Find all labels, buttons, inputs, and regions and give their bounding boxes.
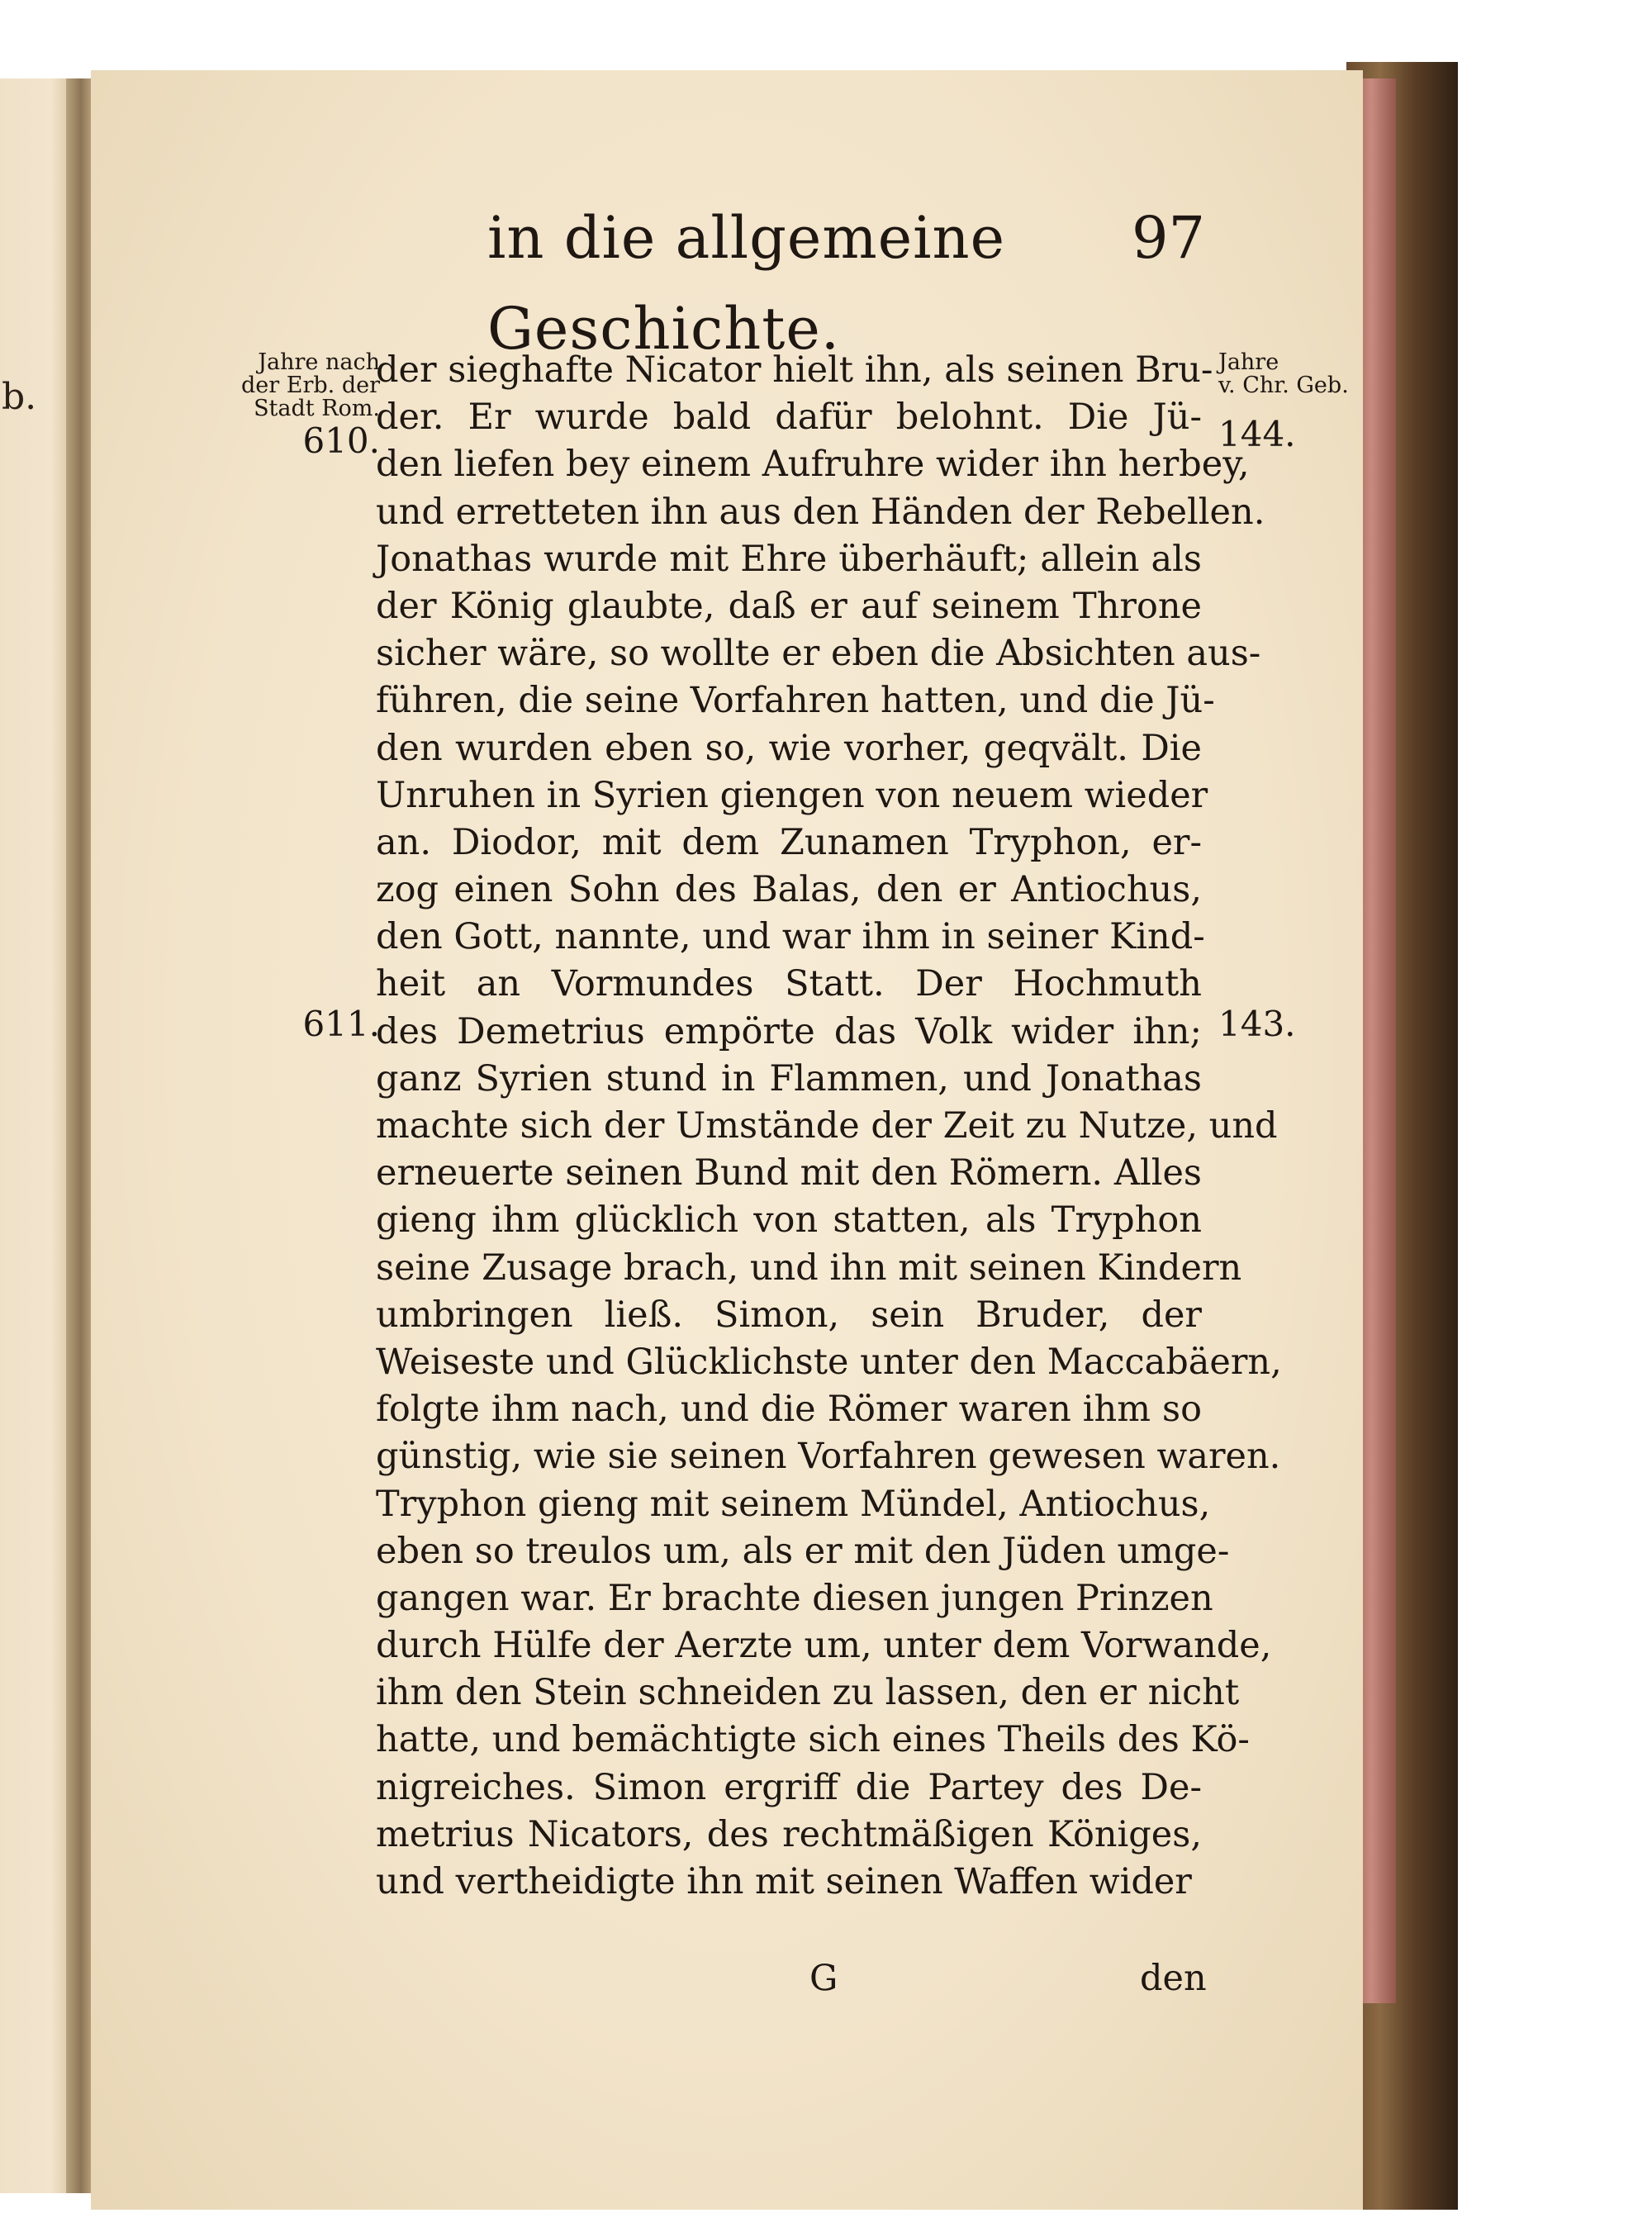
text-line: eben so treulos um, als er mit den Jüden umge- — [376, 1530, 1230, 1572]
text-line: der sieghafte Nicator hielt ihn, als seinen Bru- — [376, 349, 1213, 391]
book-page — [91, 70, 1363, 2210]
text-line: erneuerte seinen Bund mit den Römern. Alles — [376, 1152, 1202, 1194]
text-line: nigreiches. Simon ergriff die Partey des De- — [376, 1766, 1202, 1808]
left-page-fragment: b. — [2, 376, 37, 418]
text-line: führen, die seine Vorfahren hatten, und die Jü- — [376, 680, 1215, 722]
text-line: zog einen Sohn des Balas, den er Antiochus, — [376, 869, 1202, 911]
page-number: 97 — [1132, 204, 1206, 272]
text-line: ihm den Stein schneiden zu lassen, den er nicht — [376, 1672, 1240, 1714]
text-line: heit an Vormundes Statt. Der Hochmuth — [376, 963, 1202, 1005]
text-line: Jonathas wurde mit Ehre überhäuft; allein als — [376, 538, 1202, 580]
text-line: Tryphon gieng mit seinem Mündel, Antiochus, — [376, 1483, 1211, 1525]
left-page — [0, 78, 73, 2193]
text-line: Weiseste und Glücklichste unter den Maccabäern, — [376, 1341, 1282, 1383]
margin-year-610: 610. — [302, 420, 380, 461]
text-line: günstig, wie sie seinen Vorfahren gewesen waren. — [376, 1436, 1281, 1478]
running-header: in die allgemeine Geschichte. — [487, 204, 1006, 363]
text-line: des Demetrius empörte das Volk wider ihn; — [376, 1010, 1202, 1052]
catchword: den — [1140, 1958, 1207, 1999]
text-line: Unruhen in Syrien giengen von neuem wieder — [376, 774, 1208, 816]
text-line: umbringen ließ. Simon, sein Bruder, der — [376, 1294, 1202, 1336]
text-line: den Gott, nannte, und war ihm in seiner Kind- — [376, 916, 1205, 958]
text-line: und erretteten ihn aus den Händen der Rebellen. — [376, 491, 1265, 533]
text-line: folgte ihm nach, und die Römer waren ihm so — [376, 1389, 1202, 1431]
text-line: der König glaubte, daß er auf seinem Throne — [376, 585, 1202, 627]
text-line: und vertheidigte ihn mit seinen Waffen wider — [376, 1861, 1192, 1902]
margin-heading-line: Jahre — [1218, 349, 1279, 375]
margin-year-143: 143. — [1218, 1004, 1296, 1044]
margin-heading-line: der Erb. der — [241, 373, 380, 398]
text-line: metrius Nicators, des rechtmäßigen Königes, — [376, 1813, 1202, 1855]
text-line: ganz Syrien stund in Flammen, und Jonathas — [376, 1057, 1202, 1099]
text-line: den wurden eben so, wie vorher, geqvält. Die — [376, 727, 1202, 769]
text-line: durch Hülfe der Aerzte um, unter dem Vorwande, — [376, 1625, 1272, 1667]
text-line: gieng ihm glücklich von statten, als Tryphon — [376, 1199, 1202, 1242]
text-line: gangen war. Er brachte diesen jungen Prinzen — [376, 1577, 1213, 1619]
text-line: den liefen bey einem Aufruhre wider ihn herbey, — [376, 444, 1250, 486]
margin-year-611: 611. — [302, 1004, 380, 1044]
margin-heading-line: Stadt Rom. — [254, 396, 380, 421]
text-line: sicher wäre, so wollte er eben die Absichten aus- — [376, 633, 1261, 675]
text-line: machte sich der Umstände der Zeit zu Nutze, und — [376, 1105, 1278, 1147]
text-line: seine Zusage brach, und ihn mit seinen Kindern — [376, 1247, 1242, 1289]
margin-heading-line: v. Chr. Geb. — [1218, 373, 1349, 398]
text-line: an. Diodor, mit dem Zunamen Tryphon, er- — [376, 821, 1202, 863]
signature-mark: G — [809, 1958, 838, 1999]
margin-right — [1218, 351, 1384, 455]
margin-left — [215, 351, 380, 462]
text-line: hatte, und bemächtigte sich eines Theils des Kö- — [376, 1719, 1250, 1761]
text-line: der. Er wurde bald dafür belohnt. Die Jü- — [376, 397, 1202, 439]
margin-year-144: 144. — [1218, 414, 1296, 454]
margin-heading-line: Jahre nach — [258, 349, 380, 375]
